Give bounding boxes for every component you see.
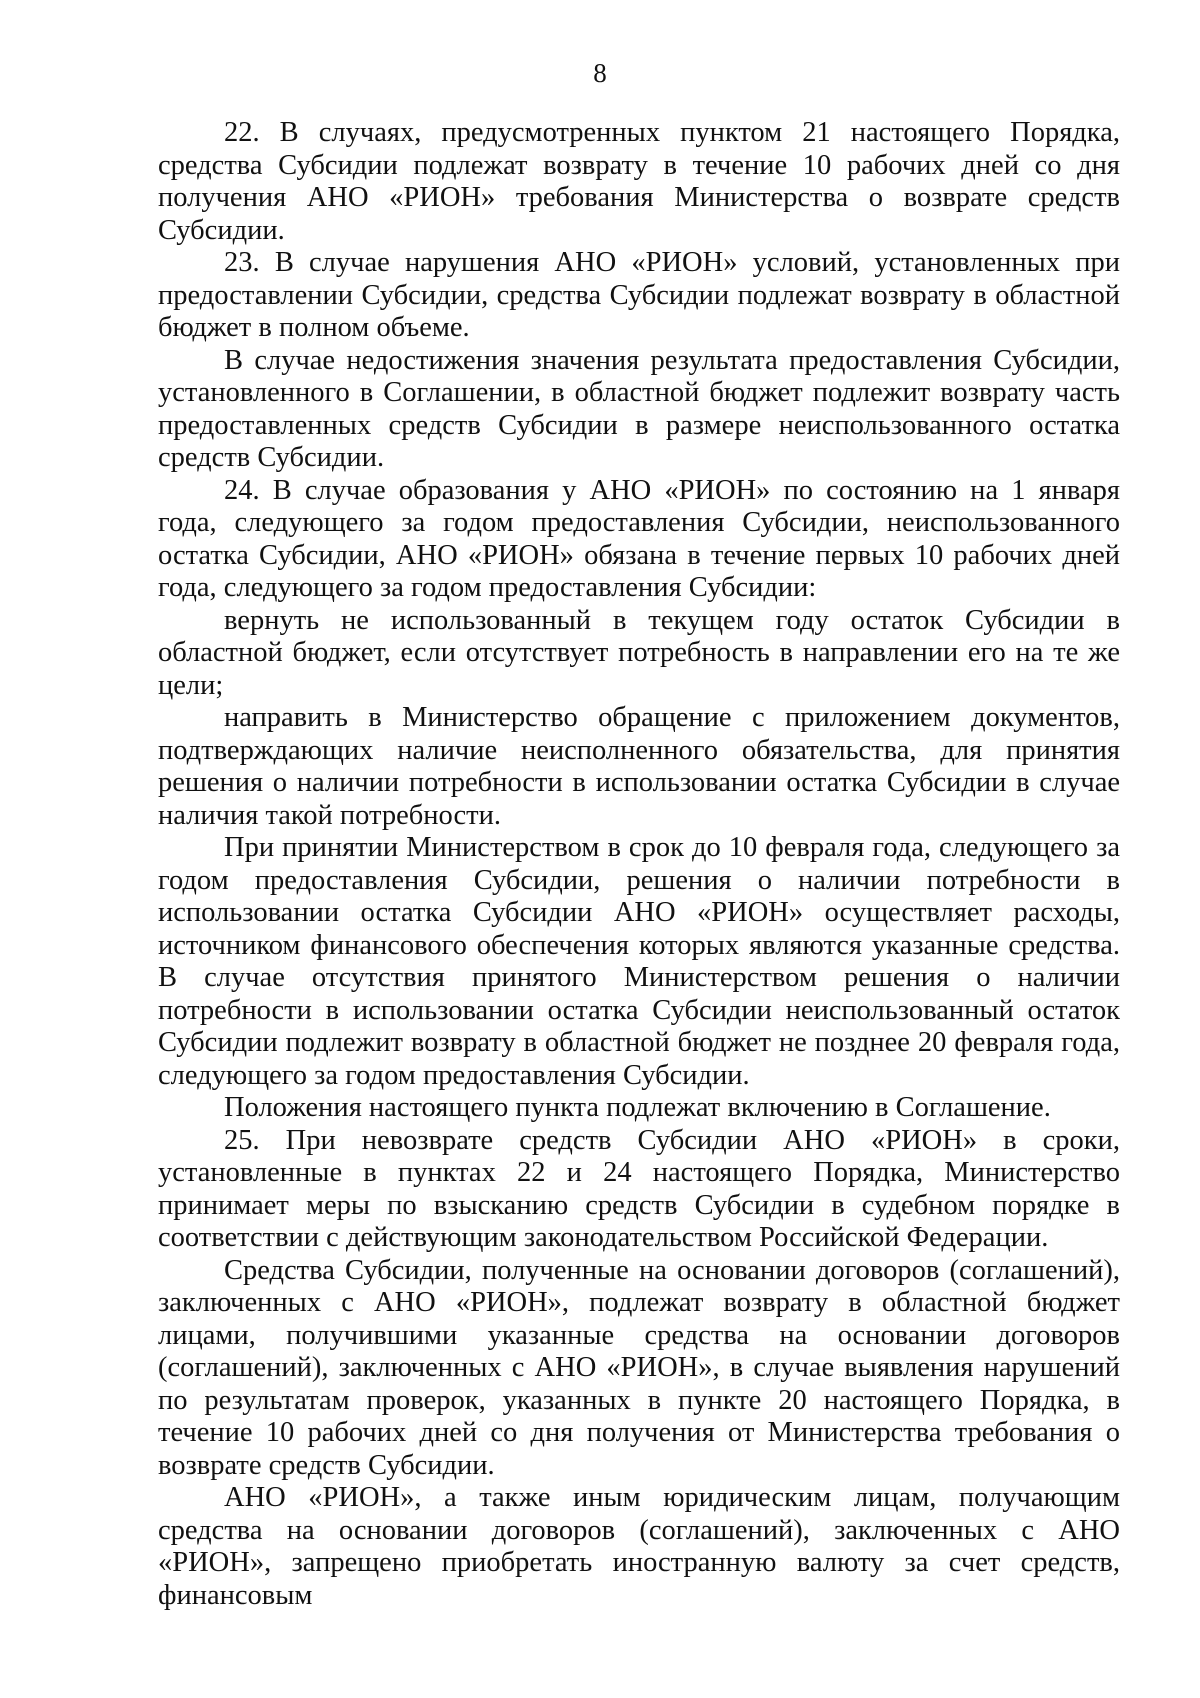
paragraph-24: 24. В случае образования у АНО «РИОН» по состоянию на 1 января года, следующего за годом предоставления Субсидии, неиспользованного остатка Субсидии, АНО «РИОН» обязана в течение первых 10 рабочих дней года, следующего за годом предоставления Субсидии: <box>158 474 1120 603</box>
paragraph-24-return: вернуть не использованный в текущем году остаток Субсидии в областной бюджет, если отсутствует потребность в направлении его на те же цели; <box>158 604 1120 701</box>
paragraph-24-agreement: Положения настоящего пункта подлежат включению в Соглашение. <box>224 1092 1051 1123</box>
paragraph-23: 23. В случае нарушения АНО «РИОН» условий, установленных при предоставлении Субсидии, средства Субсидии подлежат возврату в областной бюджет в полном объеме. <box>158 247 1120 343</box>
paragraph-25-currency: АНО «РИОН», а также иным юридическим лицам, получающим средства на основании договоров (соглашений), заключенных с АНО «РИОН», запрещено приобретать иностранную валюту за счет средств, финансовым <box>158 1482 1120 1611</box>
paragraph-24-request: направить в Министерство обращение с приложением документов, подтверждающих наличие неисполненного обязательства, для принятия решения о наличии потребности в использовании остатка Субсидии в случае наличия такой потребности. <box>158 702 1120 831</box>
page-number: 8 <box>593 58 607 88</box>
paragraph-25: 25. При невозврате средств Субсидии АНО «РИОН» в сроки, установленные в пунктах 22 и 24 настоящего Порядка, Министерство принимает меры по взысканию средств Субсидии в судебном порядке в соответствии с действующим законодательством Российской Федерации. <box>158 1124 1120 1253</box>
document-body <box>158 117 1120 1612</box>
paragraph-25-contracts: Средства Субсидии, полученные на основании договоров (соглашений), заключенных с АНО «РИОН», подлежат возврату в областной бюджет лицами, получившими указанные средства на основании договоров (соглашений), заключенных с АНО «РИОН», в случае выявления нарушений по результатам проверок, указанных в пункте 20 настоящего Порядка, в течение 10 рабочих дней со дня получения от Министерства требования о возврате средств Субсидии. <box>158 1254 1120 1481</box>
paragraph-22: 22. В случаях, предусмотренных пунктом 21 настоящего Порядка, средства Субсидии подлежат возврату в течение 10 рабочих дней со дня получения АНО «РИОН» требования Министерства о возврате средств Субсидии. <box>158 117 1120 246</box>
paragraph-23-result: В случае недостижения значения результата предоставления Субсидии, установленного в Соглашении, в областной бюджет подлежит возврату часть предоставленных средств Субсидии в размере неиспользованного остатка средств Субсидии. <box>158 344 1120 473</box>
paragraph-24-decision: При принятии Министерством в срок до 10 февраля года, следующего за годом предоставления Субсидии, решения о наличии потребности в использовании остатка Субсидии АНО «РИОН» осуществляет расходы, источником финансового обеспечения которых являются указанные средства. В случае отсутствия принятого Министерством решения о наличии потребности в использовании остатка Субсидии неиспользованный остаток Субсидии подлежит возврату в областной бюджет не позднее 20 февраля года, следующего за годом предоставления Субсидии. <box>158 832 1120 1091</box>
